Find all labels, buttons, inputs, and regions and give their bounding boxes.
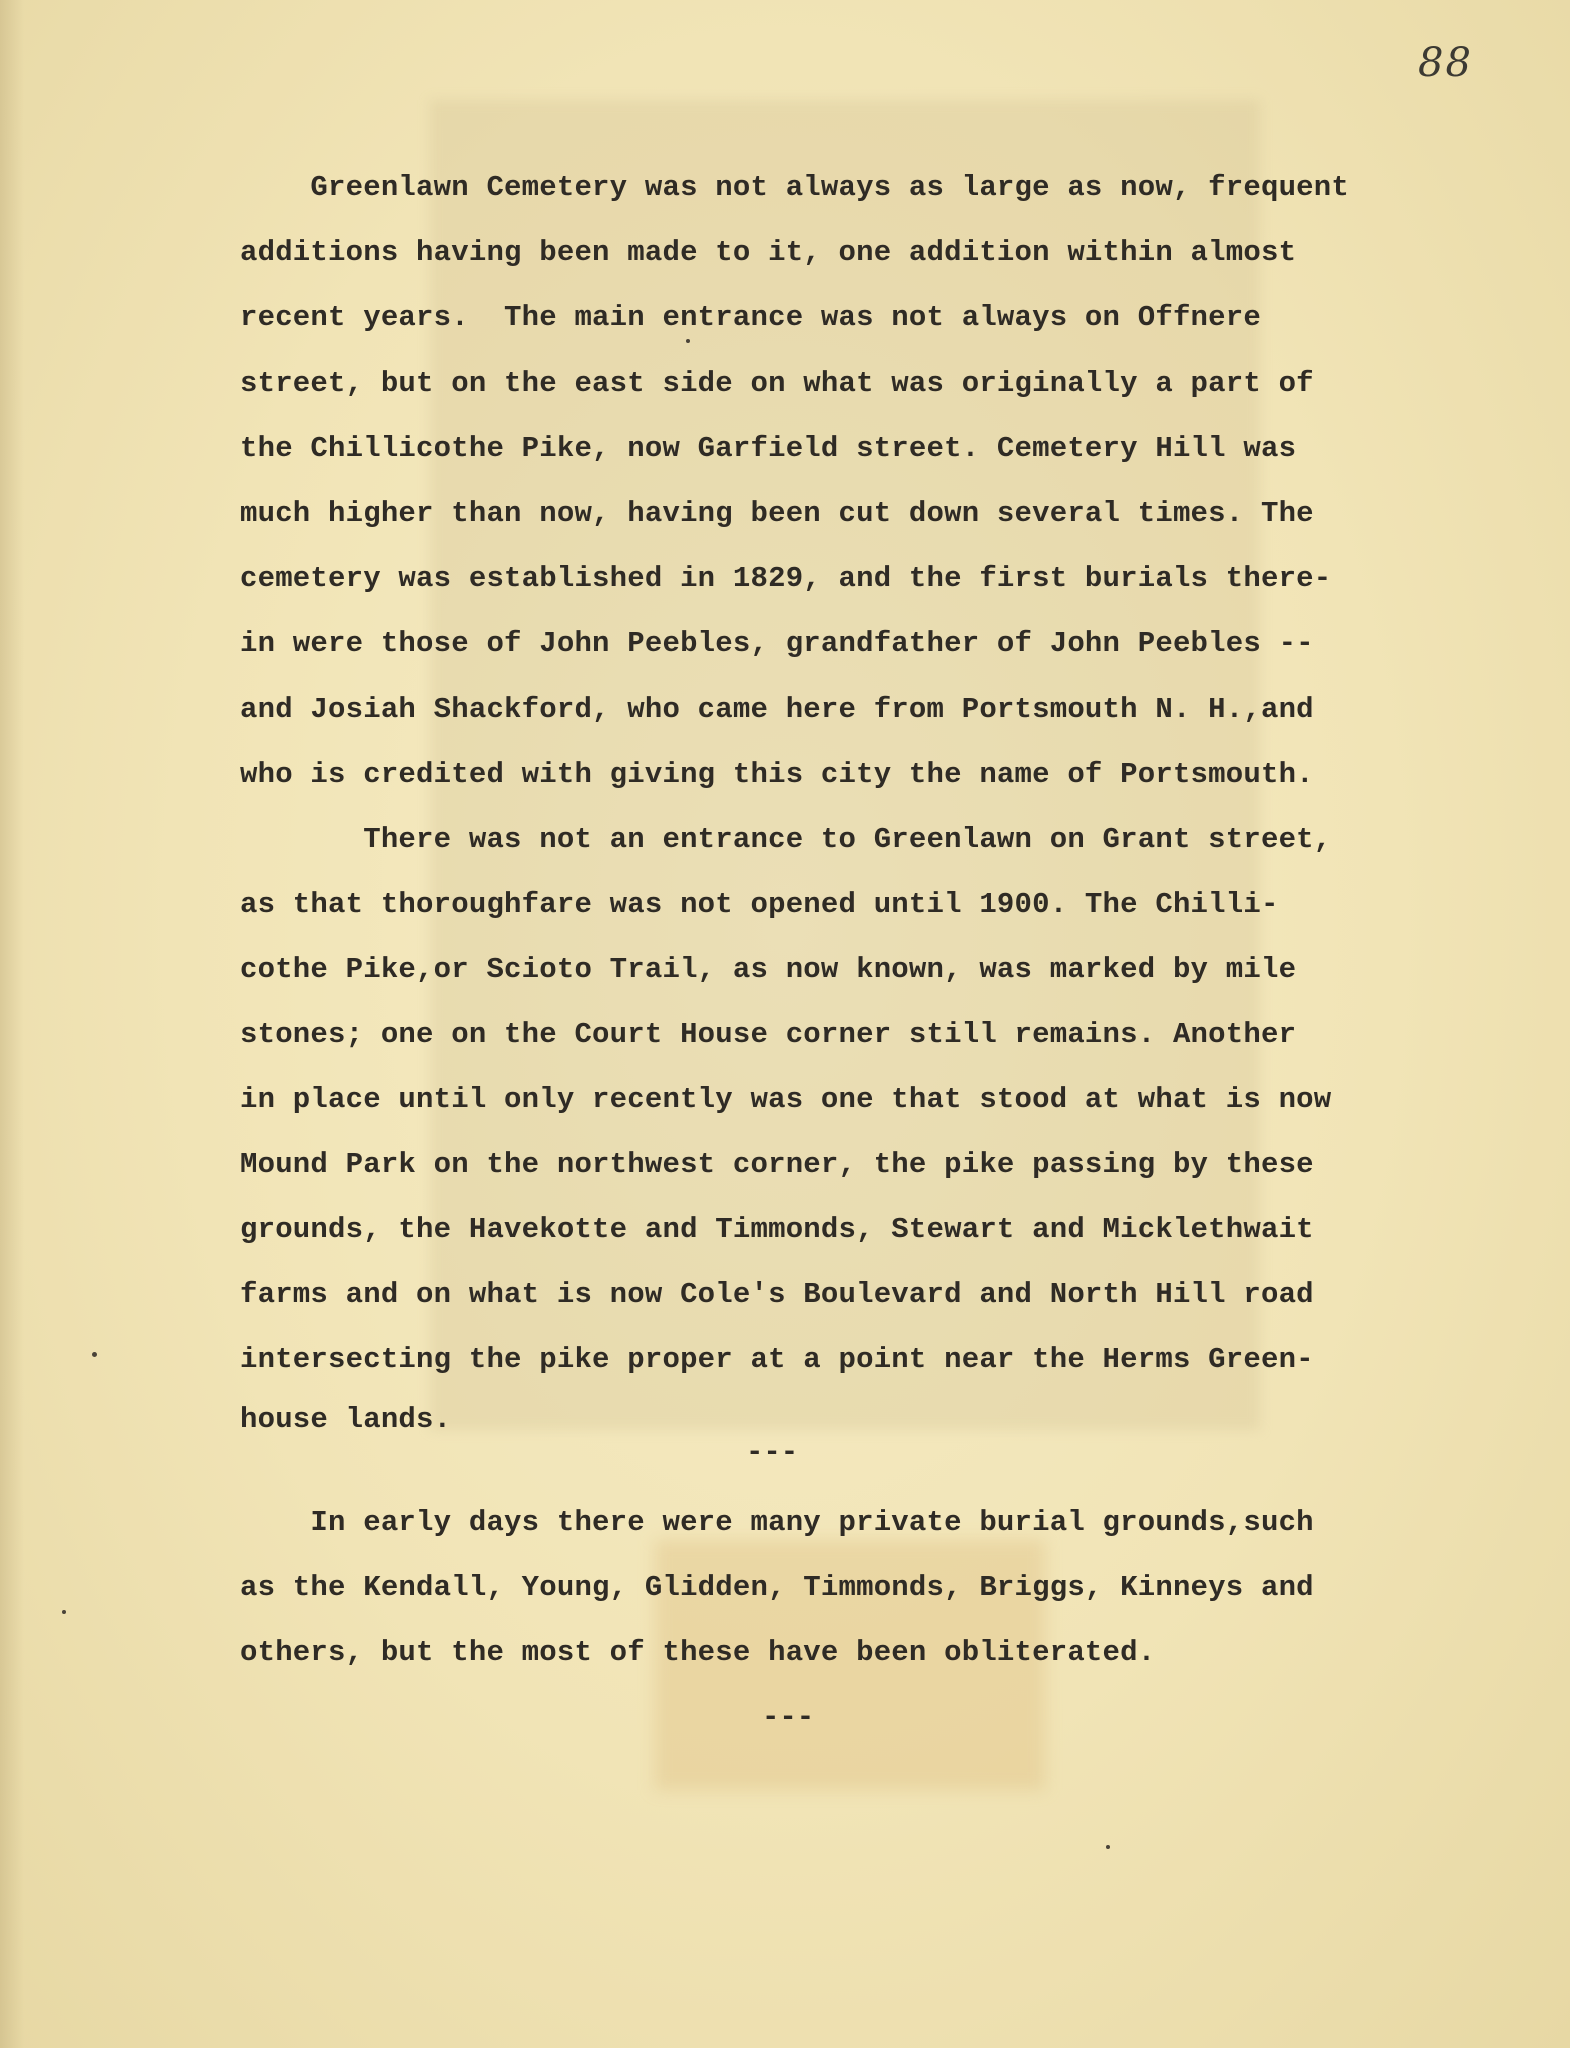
paper-speck — [1106, 1845, 1110, 1849]
page-number: 88 — [1418, 40, 1473, 86]
paragraph-2-line-8: farms and on what is now Cole's Boulevard and North Hill road — [240, 1278, 1314, 1311]
paragraph-1-line-2: additions having been made to it, one addition within almost — [240, 236, 1297, 269]
paragraph-1-line-7: cemetery was established in 1829, and the first burials there- — [240, 562, 1332, 595]
paper-edge-shadow — [0, 0, 24, 2048]
section-separator-2: --- — [762, 1701, 815, 1734]
paragraph-2-line-7: grounds, the Havekotte and Timmonds, Stewart and Micklethwait — [240, 1213, 1314, 1246]
paragraph-2-line-5: in place until only recently was one that stood at what is now — [240, 1083, 1332, 1116]
paragraph-3-line-2: as the Kendall, Young, Glidden, Timmonds, Briggs, Kinneys and — [240, 1571, 1314, 1604]
paragraph-1-line-3: recent years. The main entrance was not always on Offnere — [240, 301, 1261, 334]
paragraph-3-line-1: In early days there were many private burial grounds,such — [240, 1506, 1314, 1539]
paragraph-1-line-4: street, but on the east side on what was originally a part of — [240, 367, 1314, 400]
paper-speck — [686, 339, 690, 343]
paper-speck — [62, 1610, 66, 1614]
paragraph-2-line-1: There was not an entrance to Greenlawn on Grant street, — [240, 823, 1332, 856]
paragraph-1-line-8: in were those of John Peebles, grandfather of John Peebles -- — [240, 627, 1314, 660]
paragraph-1-line-10: who is credited with giving this city the name of Portsmouth. — [240, 758, 1314, 791]
paragraph-1-line-6: much higher than now, having been cut down several times. The — [240, 497, 1314, 530]
paragraph-2-line-10: house lands. — [240, 1403, 452, 1436]
paragraph-3-line-3: others, but the most of these have been obliterated. — [240, 1636, 1156, 1669]
paper-speck — [92, 1352, 97, 1357]
paragraph-1-line-5: the Chillicothe Pike, now Garfield street. Cemetery Hill was — [240, 432, 1297, 465]
paragraph-2-line-3: cothe Pike,or Scioto Trail, as now known, was marked by mile — [240, 953, 1297, 986]
paragraph-2-line-4: stones; one on the Court House corner still remains. Another — [240, 1018, 1297, 1051]
paragraph-2-line-9: intersecting the pike proper at a point near the Herms Green- — [240, 1343, 1314, 1376]
section-separator-1: --- — [746, 1436, 799, 1469]
paragraph-1-line-1: Greenlawn Cemetery was not always as large as now, frequent — [240, 171, 1349, 204]
paragraph-1-line-9: and Josiah Shackford, who came here from Portsmouth N. H.,and — [240, 693, 1314, 726]
paragraph-2-line-2: as that thoroughfare was not opened until 1900. The Chilli- — [240, 888, 1279, 921]
paragraph-2-line-6: Mound Park on the northwest corner, the pike passing by these — [240, 1148, 1314, 1181]
